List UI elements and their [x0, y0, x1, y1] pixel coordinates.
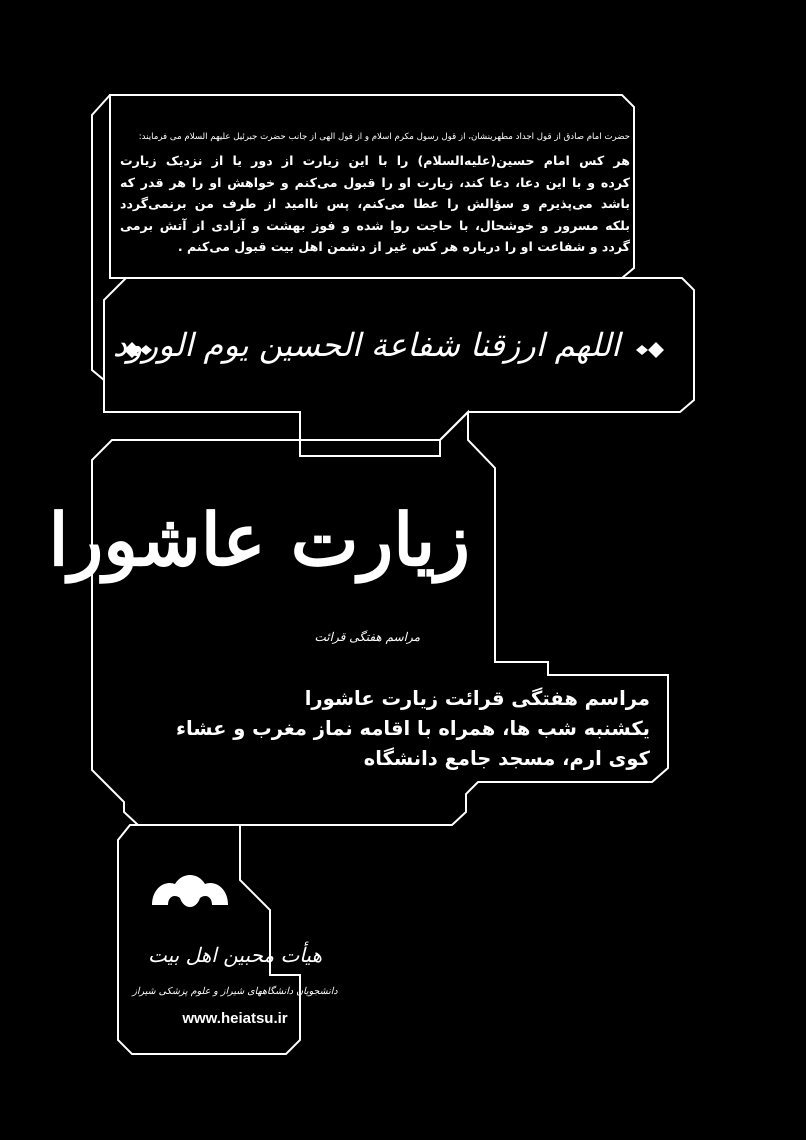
hadith-text: [120, 150, 630, 258]
prayer-calligraphy: اللهم ارزقنا شفاعة الحسین یوم الورود: [112, 326, 620, 364]
connector-bracket: [92, 95, 110, 380]
hadith-line: باشد می‌پذیرم و سؤالش را عطا می‌کنم، پس ناامید از طرف من برنمی‌گردد: [120, 196, 630, 211]
hadith-line: گردد و شفاعت او را درباره هر کس غیر از دشمن اهل بیت قبول می‌کنم .: [177, 239, 630, 254]
organization-name: هیأت محبین اهل بیت: [148, 943, 322, 967]
event-info-line-1: مراسم هفتگی قرائت زیارت عاشورا: [304, 687, 650, 710]
organization-subtitle: دانشجویان دانشگاههای شیراز و علوم پزشکی شیراز: [132, 986, 338, 997]
event-info-line-2: یکشنبه شب ها، همراه با اقامه نماز مغرب و عشاء: [176, 717, 650, 740]
hadith-line: کرده و با این دعا، دعا کند، زیارت او را قبول می‌کنم و خواهش او را هر قدر که: [120, 174, 630, 190]
main-title-subtitle: مراسم هفتگی قرائت: [314, 630, 420, 644]
emblem-icon: [152, 875, 228, 907]
hadith-intro: حضرت امام صادق از قول اجداد مطهرینشان، از قول رسول مکرم اسلام و از قول الهی از جانب حضرت جبرئیل علیهم السلام می فرمایند:: [138, 132, 630, 142]
right-ornament-icon: [636, 342, 664, 358]
hadith-line: هر کس امام حسین(علیه‌السلام) را با این زیارت از دور یا از نزدیک زیارت: [120, 153, 630, 168]
hadith-line: بلکه مسرور و خوشحال، با حاجت روا شده و فوز بهشت و آزادی از آتش برمی: [120, 217, 630, 233]
main-title-calligraphy: زیارت عاشورا: [48, 497, 470, 582]
event-info-line-3: کوی ارم، مسجد جامع دانشگاه: [363, 747, 650, 770]
event-info: [130, 684, 650, 774]
website-link[interactable]: www.heiatsu.ir: [182, 1010, 288, 1027]
